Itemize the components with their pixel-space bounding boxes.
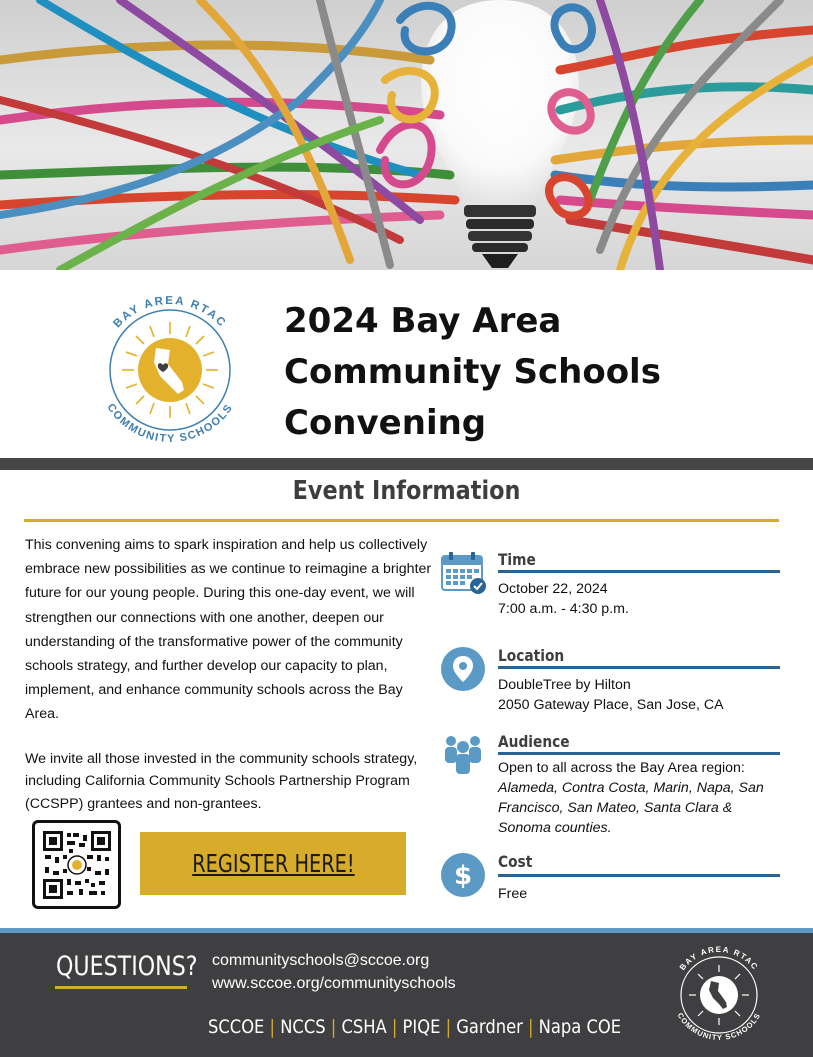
register-button-label: REGISTER HERE! (191, 849, 355, 878)
divider-band (0, 458, 813, 470)
event-hours: 7:00 a.m. - 4:30 p.m. (498, 601, 629, 617)
title-block (0, 270, 813, 458)
partner-item: SCCOE (208, 1016, 265, 1038)
audience-counties: Alameda, Contra Costa, Marin, Napa, San Francisco, San Mateo, Santa Clara & Sonoma counties. (498, 780, 764, 836)
footer-logo (664, 939, 774, 1049)
title-line-3: Convening (284, 403, 487, 443)
svg-text:$: $ (453, 861, 473, 891)
partner-list: SCCOE | NCCS | CSHA | PIQE | Gardner | Napa COE (208, 1016, 622, 1038)
hero-image (0, 0, 813, 270)
description-paragraph-2: We invite all those invested in the community schools strategy, including California Community Schools Partnership Program (CCSPP) grantees and non-grantees. (25, 750, 418, 812)
questions-heading: QUESTIONS? (56, 951, 198, 982)
location-details (498, 675, 788, 715)
footer-logo-top-text: BAY AREA RTAC (677, 945, 761, 973)
event-heading: Event Information (292, 476, 521, 506)
cost-value: Free (498, 886, 528, 902)
audience-rule (498, 752, 780, 755)
time-rule (498, 570, 780, 573)
svg-text:COMMUNITY SCHOOLS (675, 1011, 762, 1042)
time-details (498, 579, 788, 619)
page-title (284, 296, 784, 449)
bay-area-rtac-logo (84, 282, 256, 454)
cost-section (440, 852, 785, 902)
title-line-2: Community Schools (284, 352, 661, 392)
footer (0, 933, 813, 1057)
contact-info (212, 949, 456, 995)
location-label: Location (498, 646, 565, 665)
qr-code-graphic (43, 831, 111, 899)
partner-item: PIQE (402, 1016, 441, 1038)
partner-item: Gardner (456, 1016, 523, 1038)
partner-item: NCCS (280, 1016, 326, 1038)
logo-top-text: BAY AREA RTAC (111, 294, 229, 331)
contact-email[interactable]: communityschools@sccoe.org (212, 952, 430, 969)
time-section (440, 550, 785, 620)
event-date: October 22, 2024 (498, 581, 608, 597)
cost-rule (498, 874, 780, 877)
title-line-1: 2024 Bay Area (284, 301, 562, 341)
map-pin-icon (440, 646, 486, 692)
qr-code-icon[interactable] (32, 820, 121, 909)
logo-bottom-text: COMMUNITY SCHOOLS (104, 401, 236, 446)
description-paragraph-1: This convening aims to spark inspiration and help us collectively embrace new possibilities as we continue to reimagine a brighter future for our young people. During this one-day event, we will strengthen our connections with one another, deepen our understanding of the transformative power of the community schools strategy, and further develop our capacity to plan, implement, and enhance community schools across the Bay Area. (25, 537, 432, 723)
audience-intro: Open to all across the Bay Area region: (498, 760, 745, 776)
register-button[interactable] (140, 832, 406, 895)
ropes-lightbulb-illustration (0, 0, 813, 270)
audience-label: Audience (498, 732, 570, 751)
venue-address: 2050 Gateway Place, San Jose, CA (498, 697, 724, 713)
footer-logo-bottom-text: COMMUNITY SCHOOLS (675, 1011, 763, 1043)
partner-item: Napa COE (538, 1016, 622, 1038)
partner-item: CSHA (341, 1016, 387, 1038)
dollar-icon (440, 852, 486, 898)
venue-name: DoubleTree by Hilton (498, 677, 631, 693)
audience-section (440, 732, 785, 842)
audience-details (498, 758, 788, 838)
heading-rule (24, 519, 779, 522)
people-icon (440, 732, 486, 778)
location-rule (498, 666, 780, 669)
questions-underline (55, 986, 187, 989)
cost-label: Cost (498, 852, 533, 871)
calendar-icon (440, 550, 486, 596)
time-label: Time (498, 550, 536, 569)
location-section (440, 646, 785, 718)
event-description (25, 533, 437, 815)
contact-website[interactable]: www.sccoe.org/communityschools (212, 975, 456, 992)
